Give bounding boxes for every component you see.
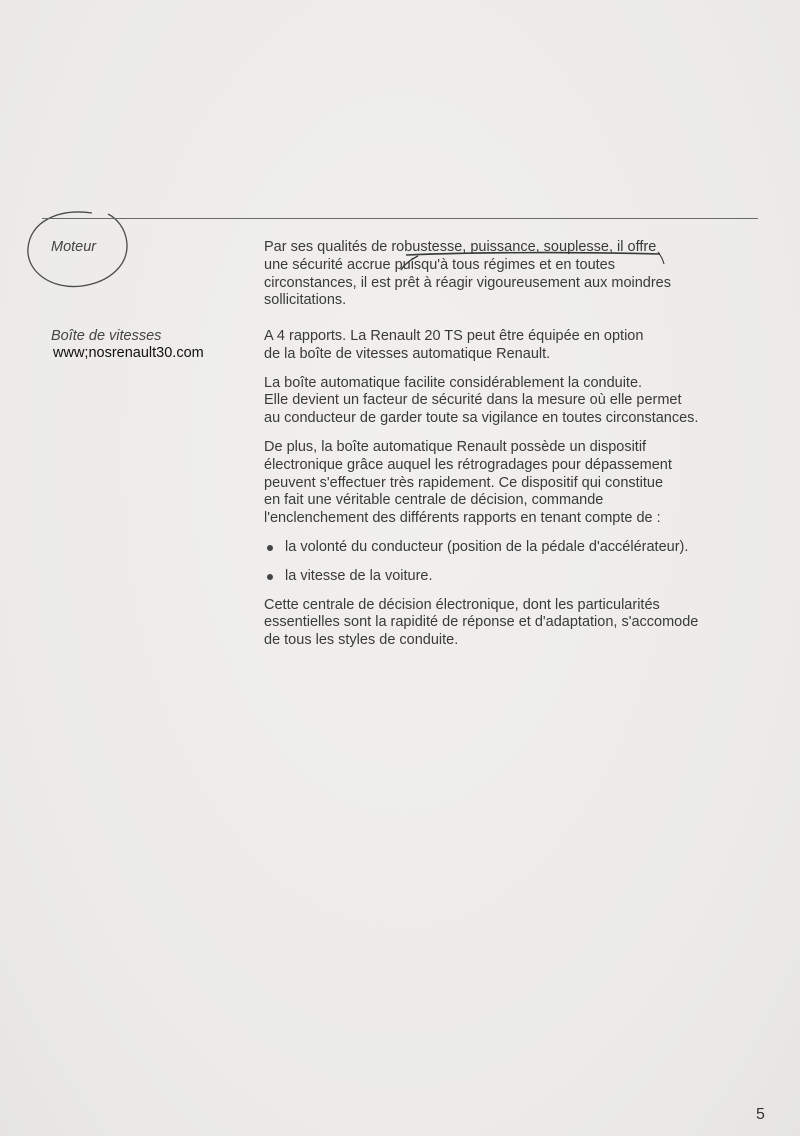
- text-line: Cette centrale de décision électronique, dont les particularités: [264, 596, 660, 613]
- section-rule: [42, 218, 758, 219]
- list-item-text: la volonté du conducteur (position de la pédale d'accélérateur).: [285, 538, 689, 555]
- section-label-boite: Boîte de vitesses: [51, 328, 162, 344]
- paragraph: [264, 597, 764, 650]
- text-line: l'enclenchement des différents rapports en tenant compte de :: [264, 510, 661, 527]
- paragraph: [264, 375, 764, 428]
- list-item-text: la vitesse de la voiture.: [285, 567, 433, 584]
- paragraph: [264, 328, 764, 364]
- paragraph: [264, 439, 764, 528]
- text-line: en fait une véritable centrale de décision, commande: [264, 492, 604, 509]
- bullet-icon: [267, 574, 273, 580]
- moteur-text: [264, 239, 764, 310]
- list-item: [264, 539, 764, 557]
- text-line: peuvent s'effectuer très rapidement. Ce dispositif qui constitue: [264, 474, 664, 491]
- text-line: A 4 rapports. La Renault 20 TS peut être équipée en option: [264, 328, 644, 344]
- text-line: au conducteur de garder toute sa vigilance en toutes circonstances.: [264, 410, 699, 427]
- bullet-icon: [267, 545, 273, 551]
- page-number: 5: [756, 1106, 765, 1123]
- text-line: de tous les styles de conduite.: [264, 632, 459, 649]
- text-line: De plus, la boîte automatique Renault possède un dispositif: [264, 438, 647, 455]
- text-line: essentielles sont la rapidité de réponse et d'adaptation, s'accomode: [264, 614, 699, 631]
- text-line: de la boîte de vitesses automatique Renault.: [264, 345, 551, 362]
- text-line: Elle devient un facteur de sécurité dans la mesure où elle permet: [264, 392, 682, 409]
- section-label-moteur: Moteur: [51, 239, 97, 255]
- bullet-list: [264, 539, 764, 586]
- text-line: sollicitations.: [264, 292, 347, 309]
- paragraph: [264, 239, 764, 310]
- text-line: circonstances, il est prêt à réagir vigoureusement aux moindres: [264, 274, 671, 291]
- text-line: La boîte automatique facilite considérablement la conduite.: [264, 374, 643, 391]
- watermark-url: www;nosrenault30.com: [53, 345, 204, 361]
- text-line: électronique grâce auquel les rétrogradages pour dépassement: [264, 456, 672, 473]
- list-item: [264, 568, 764, 586]
- text-line: Par ses qualités de robustesse, puissance, souplesse, il offre: [264, 239, 657, 255]
- text-line: une sécurité accrue puisqu'à tous régimes et en toutes: [264, 256, 615, 273]
- boite-text: [264, 328, 764, 650]
